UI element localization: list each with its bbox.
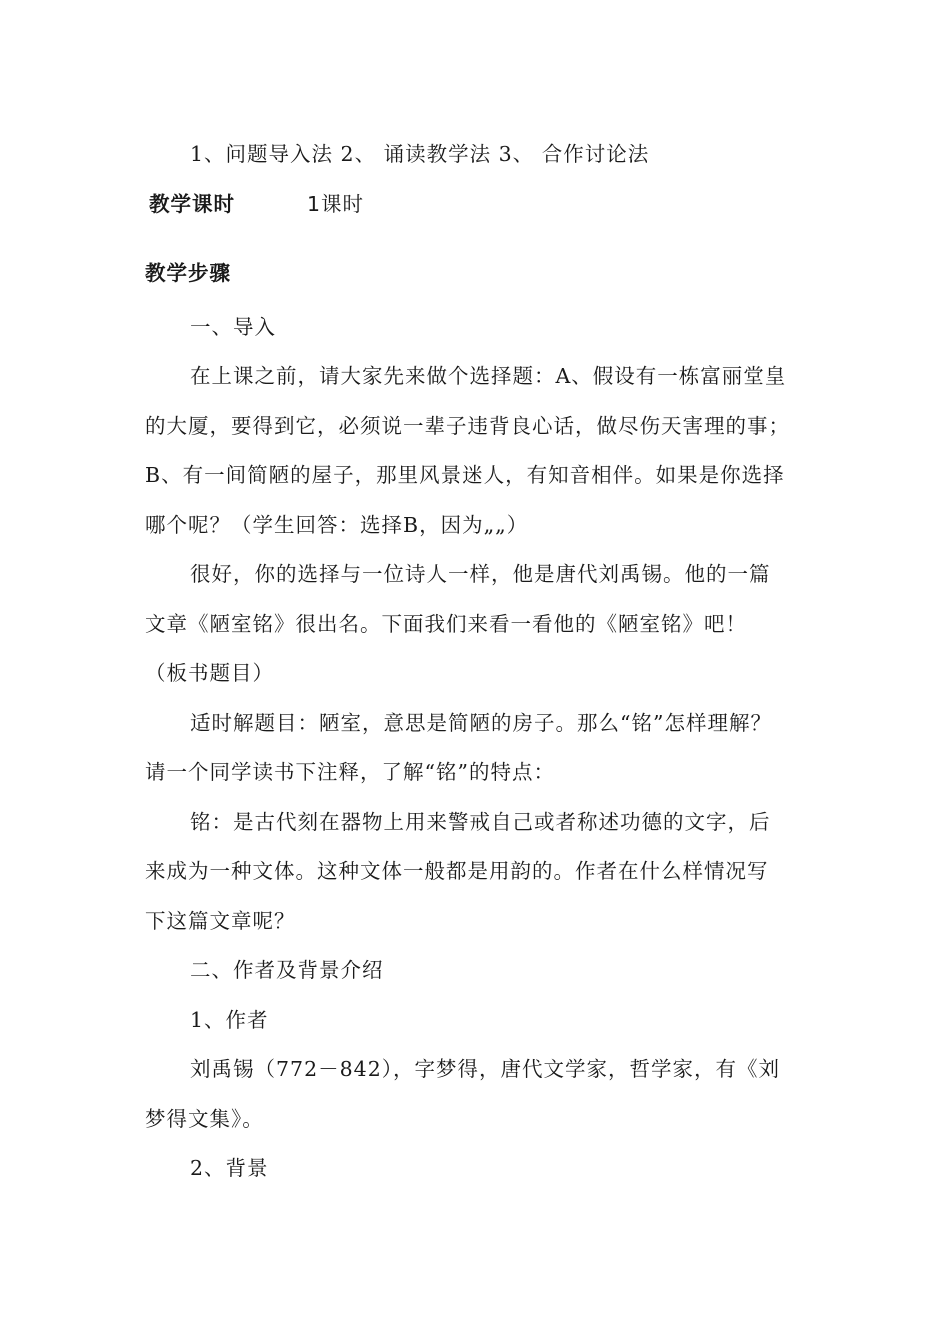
lesson-hours-row [145,180,810,230]
paragraph-line: 铭：是古代刻在器物上用来警戒自己或者称述功德的文字，后 [190,809,771,834]
paragraph-line: 文章《陋室铭》很出名。下面我们来看一看他的《陋室铭》吧！ [145,611,747,636]
paragraph-line: 刘禹锡（772－842），字梦得，唐代文学家，哲学家，有《刘 [190,1057,781,1081]
teaching-steps-heading: 教学步骤 [145,261,231,285]
paragraph-line: 适时解题目：陋室，意思是简陋的房子。那么“铭”怎样理解？ [190,710,772,735]
author-heading: 1、作者 [190,1007,269,1032]
section-author-background-title: 二、作者及背景介绍 [190,958,384,982]
section-intro-title: 一、导入 [190,314,276,339]
paragraph-line: 请一个同学读书下注释，了解“铭”的特点： [145,760,555,784]
background-heading: 2、背景 [190,1156,269,1180]
paragraph-line: 来成为一种文体。这种文体一般都是用韵的。作者在什么样情况写 [145,859,769,883]
paragraph-line: B、有一间简陋的屋子，那里风景迷人，有知音相伴。如果是你选择 [145,463,785,487]
paragraph-line: 哪个呢？（学生回答：选择B，因为„„） [145,512,529,537]
paragraph-line: 在上课之前，请大家先来做个选择题：A、假设有一栋富丽堂皇 [190,364,787,388]
document-content [145,130,810,1194]
paragraph-line: 很好，你的选择与一位诗人一样，他是唐代刘禹锡。他的一篇 [190,562,771,586]
paragraph-line: 下这篇文章呢？ [145,908,296,933]
lesson-hours-label: 教学课时 [149,191,235,216]
paragraph-line: （板书题目） [145,661,274,685]
lesson-hours-value: 1课时 [307,191,365,216]
teaching-methods-line: 1、问题导入法 2、 诵读教学法 3、 合作讨论法 [190,142,650,166]
paragraph-line: 的大厦，要得到它，必须说一辈子违背良心话，做尽伤天害理的事； [145,413,790,438]
paragraph-line: 梦得文集》。 [145,1106,264,1131]
